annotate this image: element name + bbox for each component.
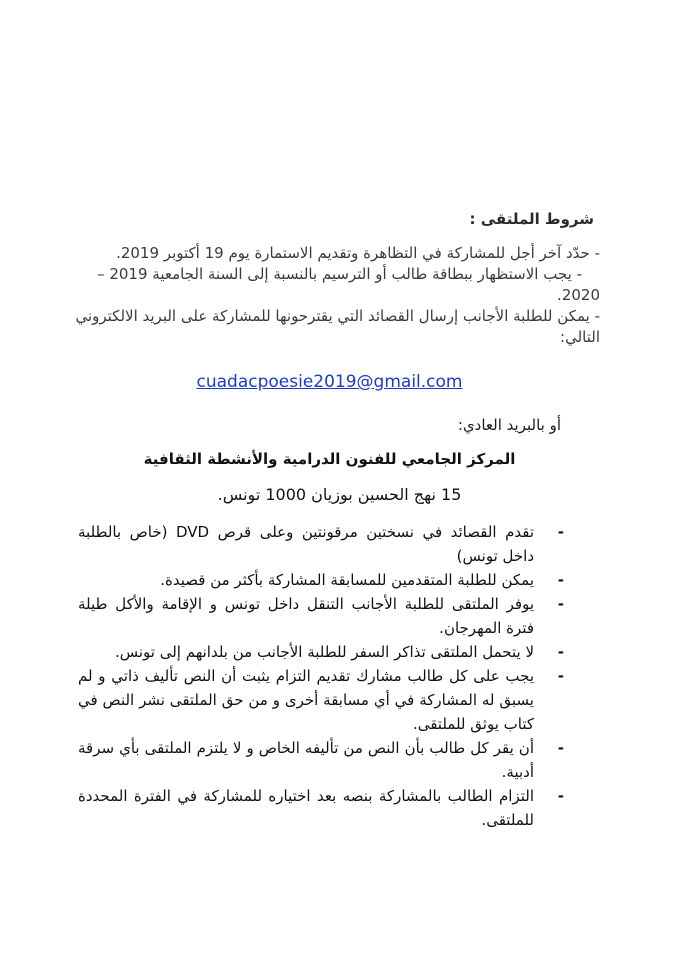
rule-text: أن يقر كل طالب بأن النص من تأليفه الخاص و لا يلتزم الملتقى بأي سرقة أدبية.: [78, 739, 534, 781]
rule-item: [78, 784, 564, 832]
bullet-dash: -: [557, 739, 564, 757]
rule-text: التزام الطالب بالمشاركة بنصه بعد اختياره للمشاركة في الفترة المحددة للملتقى.: [78, 787, 534, 829]
rule-text: يمكن للطلبة المتقدمين للمسابقة المشاركة بأكثر من قصيدة.: [160, 571, 534, 589]
bullet-dash: -: [557, 595, 564, 613]
condition-foreign-students: - يمكن للطلبة الأجانب إرسال القصائد التي يقترحونها للمشاركة على البريد الالكتروني: [75, 307, 600, 325]
condition-foreign-students-continued: التالي:: [560, 328, 600, 346]
rule-item: [78, 736, 564, 784]
rule-item: [78, 592, 564, 640]
postal-mail-label: أو بالبريد العادي:: [457, 416, 561, 434]
conditions-list: [75, 243, 600, 348]
bullet-dash: -: [557, 571, 564, 589]
condition-student-card: - يجب الاستظهار ببطاقة طالب أو الترسيم بالنسبة إلى السنة الجامعية 2019 –: [97, 265, 582, 283]
rules-list: [78, 520, 564, 832]
conditions-heading: شروط الملتقى :: [469, 210, 594, 228]
rule-text: يوفر الملتقى للطلبة الأجانب التنقل داخل تونس و الإقامة والأكل طيلة فترة المهرجان.: [78, 595, 534, 637]
rule-text: يجب على كل طالب مشارك تقديم التزام يثبت أن النص تأليف ذاتي و لم يسبق له المشاركة في أي مسابقة أخرى و من حق الملتقى نشر النص في كتاب يوثق للملتقى.: [78, 667, 534, 733]
rule-text: لا يتحمل الملتقى تذاكر السفر للطلبة الأجانب من بلدانهم إلى تونس.: [114, 643, 534, 661]
bullet-dash: -: [557, 667, 564, 685]
rule-item: [78, 664, 564, 736]
rule-item: [78, 568, 564, 592]
condition-deadline: - حدّد آخر أجل للمشاركة في التظاهرة وتقديم الاستمارة يوم 19 أكتوبر 2019.: [116, 244, 600, 262]
bullet-dash: -: [557, 523, 564, 541]
email-link[interactable]: cuadacpoesie2019@gmail.com: [196, 372, 463, 392]
bullet-dash: -: [557, 643, 564, 661]
bullet-dash: -: [557, 787, 564, 805]
rule-item: [78, 520, 564, 568]
rule-item: [78, 640, 564, 664]
rule-text: تقدم القصائد في نسختين مرقونتين وعلى قرص DVD (خاص بالطلبة داخل تونس): [78, 523, 534, 565]
center-name: المركز الجامعي للفنون الدرامية والأنشطة الثقافية: [143, 450, 516, 468]
condition-student-card-continued: 2020.: [557, 286, 600, 304]
postal-address: 15 نهج الحسين بوزيان 1000 تونس.: [217, 485, 462, 504]
